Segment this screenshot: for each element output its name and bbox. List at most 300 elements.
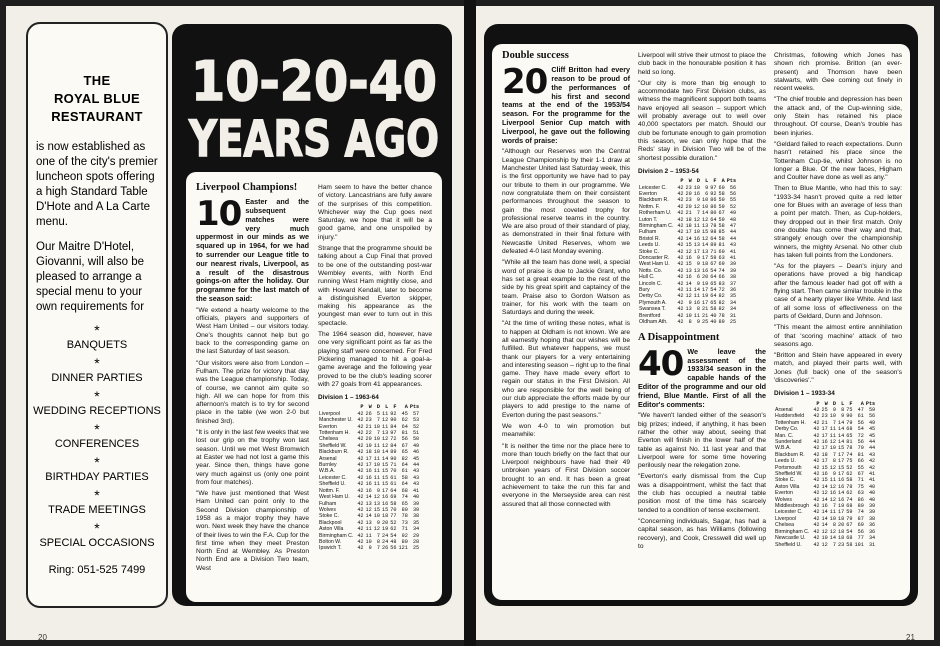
stat-cell: 40 — [868, 490, 876, 497]
stat-cell: 12 — [382, 436, 389, 443]
team-cell: Leicester C. — [319, 474, 347, 481]
stat-cell: 50 — [412, 436, 420, 443]
stat-cell: 39 — [729, 261, 737, 268]
article3-number: 40 — [638, 343, 684, 384]
stat-cell: 5 — [376, 410, 381, 417]
stat-cell: 15 — [382, 468, 389, 475]
stat-cell: 92 — [710, 190, 717, 197]
stat-cell: 20 — [365, 436, 372, 443]
stat-cell: 72 — [718, 287, 725, 294]
stat-cell: 64 — [401, 462, 408, 469]
stat-cell: 12 — [821, 490, 828, 497]
stat-cell: 12 — [829, 496, 837, 503]
team-cell: Man. C. — [775, 432, 794, 439]
stat-cell: 97 — [710, 184, 717, 191]
stat-cell: 60 — [718, 184, 725, 191]
star-icon: * — [94, 322, 100, 338]
team-cell: Hull C. — [639, 274, 655, 281]
team-cell: Sunderland — [775, 439, 802, 446]
stat-cell: 42 — [357, 442, 364, 449]
team-cell: Stoke C. — [639, 248, 659, 255]
stat-cell: 78 — [846, 483, 853, 490]
star-icon: * — [94, 454, 100, 470]
stat-cell: 56 — [401, 436, 408, 443]
stat-cell: 41 — [412, 487, 420, 494]
ad-service-item: BANQUETS — [66, 339, 128, 351]
star-icon: * — [94, 421, 100, 437]
table-header-cell: L — [385, 404, 389, 411]
stat-cell: 16 — [365, 481, 372, 488]
team-cell: Birmingham C. — [639, 223, 674, 229]
ad-title-line: RESTAURANT — [51, 109, 143, 124]
team-cell: Tottenham H. — [775, 419, 806, 426]
stat-cell: 58 — [390, 500, 397, 507]
stat-cell: 11 — [373, 442, 381, 449]
table-header-cell: F — [393, 404, 397, 411]
stat-cell: 41 — [868, 477, 876, 484]
stat-cell: 15 — [382, 474, 389, 481]
stat-cell: 45 — [412, 455, 420, 462]
stat-cell: 80 — [710, 210, 717, 217]
stat-cell: 7 — [832, 419, 837, 426]
stat-cell: 62 — [846, 490, 853, 497]
team-cell: Bury — [639, 287, 650, 294]
stat-cell: 38 — [868, 515, 876, 522]
stat-cell: 43 — [412, 481, 420, 488]
stat-cell: 12 — [829, 464, 837, 471]
stat-cell: 16 — [838, 483, 845, 490]
article1-paragraph: "We have just mentioned that West Ham United can point only to the Second Division championship of 1958 as a major trophy they have won. Next week they have the chance of their lives to win the F.A. Cup for the first time when they meet Preston North End at Wembley. As Preston North End are a Division Two team, West — [196, 490, 309, 572]
stat-cell: 59 — [718, 203, 725, 210]
stat-cell: 42 — [357, 532, 364, 539]
ad-service-item: BIRTHDAY PARTIES — [45, 471, 149, 483]
stat-cell: 17 — [702, 255, 709, 262]
stat-cell: 9 — [696, 280, 701, 287]
stat-cell: 80 — [401, 506, 408, 513]
stat-cell: 42 — [677, 210, 684, 217]
stat-cell: 28 — [412, 538, 420, 545]
stat-cell: 17 — [702, 287, 709, 294]
stat-cell: 68 — [846, 535, 853, 542]
table-row — [774, 445, 876, 451]
stat-cell: 15 — [838, 445, 845, 452]
stat-cell: 17 — [838, 451, 845, 458]
stat-cell: 42 — [677, 306, 684, 313]
stat-cell: 43 — [412, 474, 420, 481]
stat-cell: 15 — [382, 462, 389, 469]
team-cell: Everton — [775, 490, 793, 497]
stat-cell: 14 — [821, 515, 828, 522]
stat-cell: 64 — [710, 293, 717, 300]
stat-cell: 16 — [821, 439, 828, 446]
league-table-1953-54 — [638, 178, 737, 325]
stat-cell: 42 — [813, 541, 820, 548]
stat-cell: 42 — [357, 545, 364, 552]
team-cell: Ipswich T. — [319, 545, 342, 552]
stat-cell: 42 — [813, 445, 820, 452]
stat-cell: 9 — [832, 406, 837, 413]
stat-cell: 69 — [718, 261, 725, 268]
stat-cell: 42 — [677, 261, 684, 268]
stat-cell: 38 — [412, 513, 420, 520]
stat-cell: 18 — [821, 451, 828, 458]
table-header-cell: W — [688, 178, 692, 185]
table1-title: Division 1 – 1963-64 — [318, 394, 379, 402]
stat-cell: 44 — [729, 235, 737, 242]
stat-cell: 17 — [821, 458, 828, 465]
table-header-cell: W — [824, 400, 828, 407]
stat-cell: 16 — [382, 500, 389, 507]
stat-cell: 41 — [729, 248, 737, 255]
stat-cell: 43 — [729, 242, 737, 249]
team-cell: Aston Villa — [319, 526, 344, 533]
stat-cell: 42 — [357, 462, 364, 469]
stat-cell: 56 — [729, 190, 737, 197]
article3-paragraph: "Geldard failed to reach expectations. Dunn hasn't retained his place since the Tottenham Cup-tie, whilst Johnson is no longer a Blue. Of the new faces, Higham and Coulter have done as well as any." — [774, 140, 902, 182]
stat-cell: 21 — [685, 210, 692, 217]
stat-cell: 42 — [357, 417, 364, 424]
stat-cell: 15 — [685, 261, 692, 268]
article2-paragraph: Liverpool will strive their utmost to place the club back in the honourable position it has held so long. — [638, 52, 766, 76]
stat-cell: 50 — [718, 197, 725, 204]
stat-cell: 24 — [382, 538, 389, 545]
stat-cell: 20 — [685, 203, 692, 210]
team-cell: Sheffield W. — [319, 442, 347, 449]
stat-cell: 17 — [685, 229, 692, 236]
stat-cell: 10 — [821, 535, 828, 542]
stat-cell: 14 — [365, 494, 372, 501]
stat-cell: 20 — [702, 274, 709, 281]
stat-cell: 26 — [365, 410, 372, 417]
stat-cell: 64 — [710, 216, 717, 223]
stat-cell: 67 — [718, 210, 725, 217]
table-row — [774, 542, 876, 548]
team-cell: Chelsea — [319, 436, 339, 443]
stat-cell: 18 — [838, 528, 845, 535]
stat-cell: 42 — [677, 319, 684, 326]
stat-cell: 11 — [829, 477, 837, 484]
stat-cell: 11 — [365, 526, 372, 533]
team-cell: Leicester C. — [639, 184, 667, 191]
stat-cell: 89 — [718, 319, 725, 326]
stat-cell: 42 — [813, 419, 820, 426]
table-header-cell: D — [832, 400, 837, 407]
stat-cell: 55 — [857, 464, 864, 471]
stat-cell: 35 — [412, 519, 420, 526]
article3-paragraph: Christmas, following which Jones has shown rich promise. Britton (an ever-present) and Thomson have been stalwarts, with Gee coming out finely in recent weeks. — [774, 52, 902, 93]
stat-cell: 42 — [813, 535, 820, 542]
stat-cell: 52 — [412, 423, 420, 430]
stat-cell: 16 — [702, 267, 709, 274]
stat-cell: 12 — [702, 235, 709, 242]
stat-cell: 14 — [821, 509, 828, 516]
league-table-1933-34 — [774, 401, 876, 548]
stat-cell: 84 — [390, 442, 397, 449]
team-cell: Stoke C. — [319, 513, 339, 520]
stat-cell: 67 — [857, 471, 864, 478]
stat-cell: 14 — [829, 535, 837, 542]
stat-cell: 86 — [710, 203, 717, 210]
stat-cell: 34 — [729, 299, 737, 306]
stat-cell: 82 — [401, 455, 408, 462]
stat-cell: 12 — [829, 439, 837, 446]
table3-title: Division 1 – 1933-34 — [774, 390, 835, 398]
stat-cell: 11 — [693, 223, 701, 229]
stat-cell: 42 — [357, 519, 364, 526]
team-cell: Leeds U. — [639, 242, 660, 249]
stat-cell: 42 — [677, 190, 684, 197]
team-cell: West Ham U. — [319, 494, 350, 501]
stat-cell: 16 — [821, 503, 828, 510]
stat-cell: 97 — [390, 430, 397, 437]
stat-cell: 78 — [846, 445, 853, 452]
table-row — [318, 513, 420, 519]
stat-cell: 25 — [821, 406, 828, 413]
stat-cell: 8 — [832, 522, 837, 529]
stat-cell: 75 — [857, 483, 864, 490]
stat-cell: 13 — [373, 500, 381, 507]
stat-cell: 56 — [390, 545, 397, 552]
stat-cell: 80 — [857, 503, 864, 510]
stat-cell: 61 — [390, 474, 397, 481]
stat-cell: 85 — [718, 229, 725, 236]
article3-paragraph: "This meant the almost entire annihilation of that 'scoring machine' attack of two seasons ago. — [774, 324, 902, 348]
stat-cell: 90 — [846, 413, 853, 420]
ad-services-list — [28, 323, 166, 550]
stat-cell: 26 — [382, 545, 389, 552]
stat-cell: 58 — [846, 541, 853, 548]
stat-cell: 67 — [710, 261, 717, 268]
stat-cell: 42 — [677, 235, 684, 242]
stat-cell: 15 — [821, 477, 828, 484]
stat-cell: 41 — [729, 255, 737, 262]
stat-cell: 39 — [868, 509, 876, 516]
article2-paragraph: "While all the team has done well, a special word of praise is due to Jackie Grant, who has set a great example to the rest of the side by his great spirit and captaincy of the team. Praise also to Gordon Watson as trainer, for his work with the team on Saturdays and during the week. — [502, 259, 630, 317]
article1-column2 — [318, 184, 432, 552]
stat-cell: 41 — [868, 471, 876, 478]
stat-cell: 58 — [718, 223, 725, 229]
stat-cell: 70 — [390, 468, 397, 475]
stat-cell: 52 — [846, 464, 853, 471]
stat-cell: 61 — [401, 468, 408, 475]
stat-cell: 14 — [382, 455, 389, 462]
stat-cell: 49 — [729, 210, 737, 217]
stat-cell: 92 — [401, 532, 408, 539]
stat-cell: 82 — [718, 299, 725, 306]
stat-cell: 74 — [401, 494, 408, 501]
stat-cell: 42 — [677, 223, 684, 229]
stat-cell: 64 — [390, 487, 397, 494]
stat-cell: 42 — [868, 458, 876, 465]
stat-cell: 42 — [813, 528, 820, 535]
stat-cell: 16 — [693, 235, 701, 242]
stat-cell: 11 — [365, 532, 372, 539]
table-header-cell: F — [713, 178, 717, 185]
stat-cell: 23 — [821, 413, 828, 420]
stat-cell: 9 — [376, 519, 381, 526]
stat-cell: 56 — [857, 439, 864, 446]
stat-cell: 17 — [821, 426, 828, 433]
table-header-cell: Pts — [726, 178, 737, 185]
stat-cell: 42 — [813, 515, 820, 522]
stat-cell: 16 — [685, 255, 692, 262]
article2-paragraph: We won 4-0 to win promotion but meanwhile: — [502, 422, 630, 439]
team-cell: Fulham — [639, 229, 657, 236]
stat-cell: 54 — [857, 426, 864, 433]
team-cell: Arsenal — [319, 455, 337, 462]
stat-cell: 89 — [390, 449, 397, 456]
team-cell: Burnley — [319, 462, 337, 469]
team-cell: Wolves — [319, 506, 336, 513]
team-cell: Liverpool — [775, 515, 797, 522]
article3-paragraph: "Britton and Stein have appeared in every match, and played their parts well, with Jones (full back) one of the season's 'discoveries'." — [774, 352, 902, 384]
team-cell: Birmingham C. — [319, 532, 354, 539]
stat-cell: 51 — [412, 430, 420, 437]
stat-cell: 79 — [846, 515, 853, 522]
team-cell: Blackburn R. — [319, 449, 349, 456]
stat-cell: 42 — [813, 483, 820, 490]
stat-cell: 9 — [376, 487, 381, 494]
stat-cell: 22 — [365, 430, 372, 437]
stat-cell: 36 — [868, 522, 876, 529]
team-cell: Liverpool — [319, 410, 341, 417]
ad-service-item: CONFERENCES — [54, 438, 140, 450]
page-number-right: 21 — [906, 633, 915, 642]
stat-cell: 42 — [813, 496, 820, 503]
team-cell: Swansea T. — [639, 306, 666, 313]
stat-cell: 59 — [846, 509, 853, 516]
stat-cell: 11 — [373, 474, 381, 481]
stat-cell: 11 — [829, 426, 837, 433]
stat-cell: 39 — [412, 500, 420, 507]
stat-cell: 84 — [390, 423, 397, 430]
article3-paragraph: "As for the players – Dean's injury and operations have proved a big handicap after the famous leader had got off with a flying start. Then came similar trouble in the case of a hearty player like White. And last of all some loss of effectiveness on the parts of Geldard, Dunn and Johnson. — [774, 263, 902, 320]
ad-title-line: ROYAL BLUE — [53, 91, 141, 106]
stat-cell: 58 — [718, 235, 725, 242]
table-row — [638, 242, 737, 248]
team-cell: Everton — [639, 190, 657, 197]
stat-cell: 18 — [838, 535, 845, 542]
stat-cell: 7 — [376, 545, 381, 552]
stat-cell: 75 — [846, 458, 853, 465]
stat-cell: 10 — [685, 312, 692, 319]
masthead-line1: 10-20-40 — [191, 50, 437, 113]
stat-cell: 42 — [813, 451, 820, 458]
stat-cell: 7 — [832, 541, 837, 548]
table-row — [774, 426, 876, 432]
stat-cell: 54 — [710, 267, 717, 274]
table-header-cell: P — [680, 178, 684, 185]
stat-cell: 10 — [373, 462, 381, 469]
team-cell: Stoke C. — [775, 477, 795, 484]
stat-cell: 16 — [382, 494, 389, 501]
stat-cell: 42 — [677, 248, 684, 255]
stat-cell: 16 — [365, 468, 372, 475]
table-row — [638, 210, 737, 216]
stat-cell: 68 — [846, 426, 853, 433]
stat-cell: 42 — [868, 464, 876, 471]
stat-cell: 39 — [729, 267, 737, 274]
stat-cell: 14 — [365, 513, 372, 520]
stat-cell: 43 — [412, 468, 420, 475]
stat-cell: 34 — [412, 526, 420, 533]
stat-cell: 39 — [412, 506, 420, 513]
stat-cell: 10 — [829, 515, 837, 522]
stat-cell: 9 — [696, 319, 701, 326]
stat-cell: 15 — [382, 481, 389, 488]
stat-cell: 12 — [382, 442, 389, 449]
ad-phone: Ring: 051-525 7499 — [48, 564, 146, 576]
team-cell: Chelsea — [775, 522, 795, 529]
article2-paragraph: "Our city is more than big enough to accommodate two First Division clubs, as witness the magnificent support both teams have enjoyed all season – support which will probably average out to well over 40,000 spectators per match. Should our club be fortunate enough to gain promotion this season, we can only hope that the Reds' stay in Division Two will be of the shortest possible duration." — [638, 79, 766, 162]
stat-cell: 19 — [702, 293, 709, 300]
stat-cell: 17 — [382, 487, 389, 494]
restaurant-ad — [26, 22, 168, 608]
stat-cell: 9 — [696, 197, 701, 204]
stat-cell: 11 — [373, 468, 381, 475]
stat-cell: 18 — [838, 515, 845, 522]
table-row — [318, 417, 420, 423]
stat-cell: 11 — [829, 432, 837, 439]
ad-service-item: TRADE MEETINGS — [48, 504, 146, 516]
stat-cell: 17 — [838, 458, 845, 465]
stat-cell: 89 — [710, 242, 717, 249]
stat-cell: 15 — [382, 506, 389, 513]
stat-cell: 10 — [693, 229, 701, 236]
stat-cell: 47 — [729, 223, 737, 229]
stat-cell: 12 — [702, 216, 709, 223]
stat-cell: 71 — [401, 526, 408, 533]
stat-cell: 40 — [868, 483, 876, 490]
stat-cell: 90 — [390, 417, 397, 424]
stat-cell: 12 — [821, 528, 828, 535]
stat-cell: 12 — [693, 216, 701, 223]
stat-cell: 8 — [376, 538, 381, 545]
stat-cell: 8 — [841, 406, 845, 413]
stat-cell: 68 — [401, 487, 408, 494]
table-row — [774, 458, 876, 464]
stat-cell: 77 — [857, 535, 864, 542]
stat-cell: 42 — [677, 274, 684, 281]
star-icon: * — [94, 520, 100, 536]
stat-cell: 42 — [813, 503, 820, 510]
team-cell: Bristol R. — [639, 235, 661, 242]
table-header-cell: P — [816, 400, 820, 407]
stat-cell: 42 — [813, 439, 820, 446]
stat-cell: 8 — [832, 458, 837, 465]
stat-cell: 44 — [412, 462, 420, 469]
stat-cell: 7 — [376, 532, 381, 539]
stat-cell: 47 — [857, 406, 864, 413]
table-row — [638, 229, 737, 235]
team-cell: Fulham — [319, 500, 337, 507]
stat-cell: 44 — [729, 229, 737, 236]
stat-cell: 42 — [677, 280, 684, 287]
table-row — [774, 535, 876, 541]
stat-cell: 42 — [813, 464, 820, 471]
table-row — [774, 522, 876, 528]
masthead-logo — [186, 42, 442, 168]
stat-cell: 12 — [373, 526, 381, 533]
stat-cell: 74 — [846, 451, 853, 458]
stat-cell: 81 — [401, 430, 408, 437]
stat-cell: 57 — [412, 410, 420, 417]
stat-cell: 18 — [685, 216, 692, 223]
stat-cell: 12 — [829, 528, 837, 535]
stat-cell: 7 — [376, 430, 381, 437]
table-row — [638, 319, 737, 325]
team-cell: Newcastle U. — [775, 535, 806, 542]
